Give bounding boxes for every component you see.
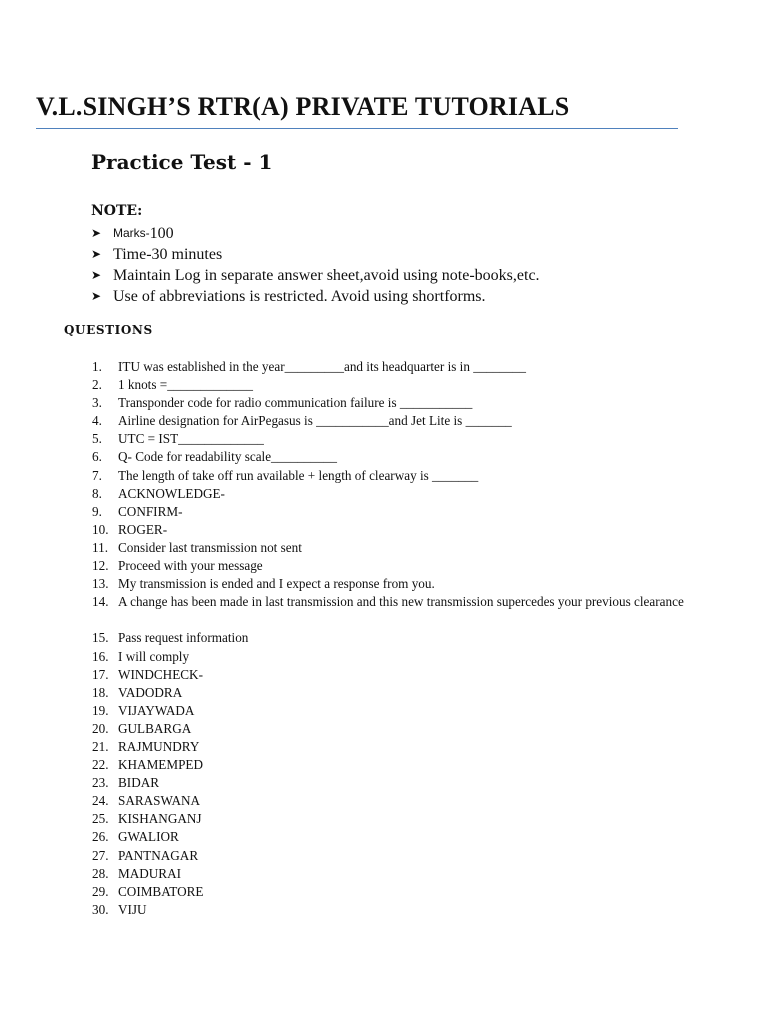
note-item-marks: [91, 223, 540, 244]
question-item: [92, 756, 692, 774]
question-number: 27.: [92, 847, 109, 863]
question-item: [92, 774, 692, 792]
note-text: Maintain Log in separate answer sheet,avoid using note-books,etc.: [113, 267, 540, 284]
question-item: [92, 792, 692, 810]
question-item: [92, 412, 692, 430]
question-item: [92, 448, 692, 466]
arrowhead-bullet-icon: ➤: [91, 247, 102, 261]
question-number: 25.: [92, 811, 109, 827]
question-text: My transmission is ended and I expect a response from you.: [118, 576, 435, 592]
question-number: 10.: [92, 521, 109, 537]
question-number: 26.: [92, 829, 109, 845]
question-number: 29.: [92, 883, 109, 899]
question-number: 18.: [92, 684, 109, 700]
question-text: 1 knots =_____________: [118, 377, 253, 393]
note-text: Use of abbreviations is restricted. Avoid using shortforms.: [113, 288, 486, 305]
question-text: ACKNOWLEDGE-: [118, 485, 225, 501]
question-number: 22.: [92, 757, 109, 773]
question-number: 6.: [92, 449, 102, 465]
question-text: A change has been made in last transmission and this new transmission supercedes your previous clearance: [118, 594, 684, 610]
marks-value: 100: [149, 225, 174, 242]
arrowhead-bullet-icon: ➤: [91, 289, 102, 303]
question-item: [92, 720, 692, 738]
test-title: Practice Test - 1: [91, 150, 273, 174]
question-number: 4.: [92, 413, 102, 429]
question-text: VIJU: [118, 901, 147, 917]
question-number: 28.: [92, 865, 109, 881]
question-text: RAJMUNDRY: [118, 738, 200, 754]
question-text: Consider last transmission not sent: [118, 539, 302, 555]
question-item: [92, 376, 692, 394]
question-item: [92, 702, 692, 720]
questions-heading: QUESTIONS: [64, 323, 153, 337]
question-text: Pass request information: [118, 630, 249, 646]
question-item: [92, 738, 692, 756]
question-number: 3.: [92, 395, 102, 411]
question-item: [92, 810, 692, 828]
question-item: [92, 684, 692, 702]
question-item: [92, 358, 692, 376]
question-number: 16.: [92, 648, 109, 664]
question-item: [92, 557, 692, 575]
question-number: 12.: [92, 558, 109, 574]
question-item: [92, 430, 692, 448]
question-text: Q- Code for readability scale__________: [118, 449, 337, 465]
question-item: [92, 394, 692, 412]
question-item: [92, 648, 692, 666]
note-item-time: [91, 244, 540, 265]
question-number: 21.: [92, 738, 109, 754]
question-number: 23.: [92, 775, 109, 791]
question-text: Airline designation for AirPegasus is ___________and Jet Lite is _______: [118, 413, 512, 429]
arrowhead-bullet-icon: ➤: [91, 226, 102, 240]
marks-label: Marks-: [113, 226, 150, 240]
question-number: 14.: [92, 594, 109, 610]
question-text: CONFIRM-: [118, 503, 183, 519]
question-text: ROGER-: [118, 521, 168, 537]
question-number: 30.: [92, 901, 109, 917]
question-number: 2.: [92, 377, 102, 393]
question-number: 19.: [92, 702, 109, 718]
question-number: 15.: [92, 630, 109, 646]
question-text: SARASWANA: [118, 793, 201, 809]
note-list: [91, 223, 540, 307]
question-text: WINDCHECK-: [118, 666, 203, 682]
question-text: GULBARGA: [118, 720, 192, 736]
question-number: 8.: [92, 485, 102, 501]
question-number: 20.: [92, 720, 109, 736]
question-item: [92, 629, 692, 647]
question-text: COIMBATORE: [118, 883, 204, 899]
question-item: [92, 485, 692, 503]
question-text: MADURAI: [118, 865, 182, 881]
question-text: PANTNAGAR: [118, 847, 199, 863]
question-item: [92, 575, 692, 593]
question-item: [92, 847, 692, 865]
question-item: [92, 503, 692, 521]
question-number: 24.: [92, 793, 109, 809]
question-number: 9.: [92, 503, 102, 519]
question-list: [92, 358, 692, 919]
question-item: [92, 666, 692, 684]
question-text: VADODRA: [118, 684, 183, 700]
question-text: Proceed with your message: [118, 558, 263, 574]
question-item: [92, 883, 692, 901]
question-text: The length of take off run available + length of clearway is _______: [118, 467, 479, 483]
question-item: [92, 593, 692, 629]
note-heading: NOTE:: [91, 203, 143, 219]
question-item: [92, 901, 692, 919]
question-number: 1.: [92, 359, 102, 374]
question-number: 5.: [92, 431, 102, 447]
question-text: Transponder code for radio communication failure is ___________: [118, 395, 473, 411]
question-item: [92, 521, 692, 539]
question-text: VIJAYWADA: [118, 702, 195, 718]
question-text: KHAMEMPED: [118, 757, 203, 773]
question-text: UTC = IST_____________: [118, 431, 264, 447]
question-number: 7.: [92, 467, 102, 483]
question-item: [92, 467, 692, 485]
question-item: [92, 865, 692, 883]
question-number: 17.: [92, 666, 109, 682]
question-text: ITU was established in the year_________and its headquarter is in ________: [118, 359, 526, 374]
document-title: V.L.SINGH’S RTR(A) PRIVATE TUTORIALS: [36, 92, 570, 121]
question-number: 13.: [92, 576, 109, 592]
arrowhead-bullet-icon: ➤: [91, 268, 102, 282]
question-text: GWALIOR: [118, 829, 179, 845]
note-item-log: [91, 265, 540, 286]
question-text: BIDAR: [118, 775, 160, 791]
title-underline: [36, 128, 678, 129]
question-text: I will comply: [118, 648, 190, 664]
question-item: [92, 828, 692, 846]
question-text: KISHANGANJ: [118, 811, 202, 827]
question-number: 11.: [92, 539, 108, 555]
question-item: [92, 539, 692, 557]
note-item-abbreviations: [91, 286, 540, 307]
note-text: Time-30 minutes: [113, 246, 223, 263]
